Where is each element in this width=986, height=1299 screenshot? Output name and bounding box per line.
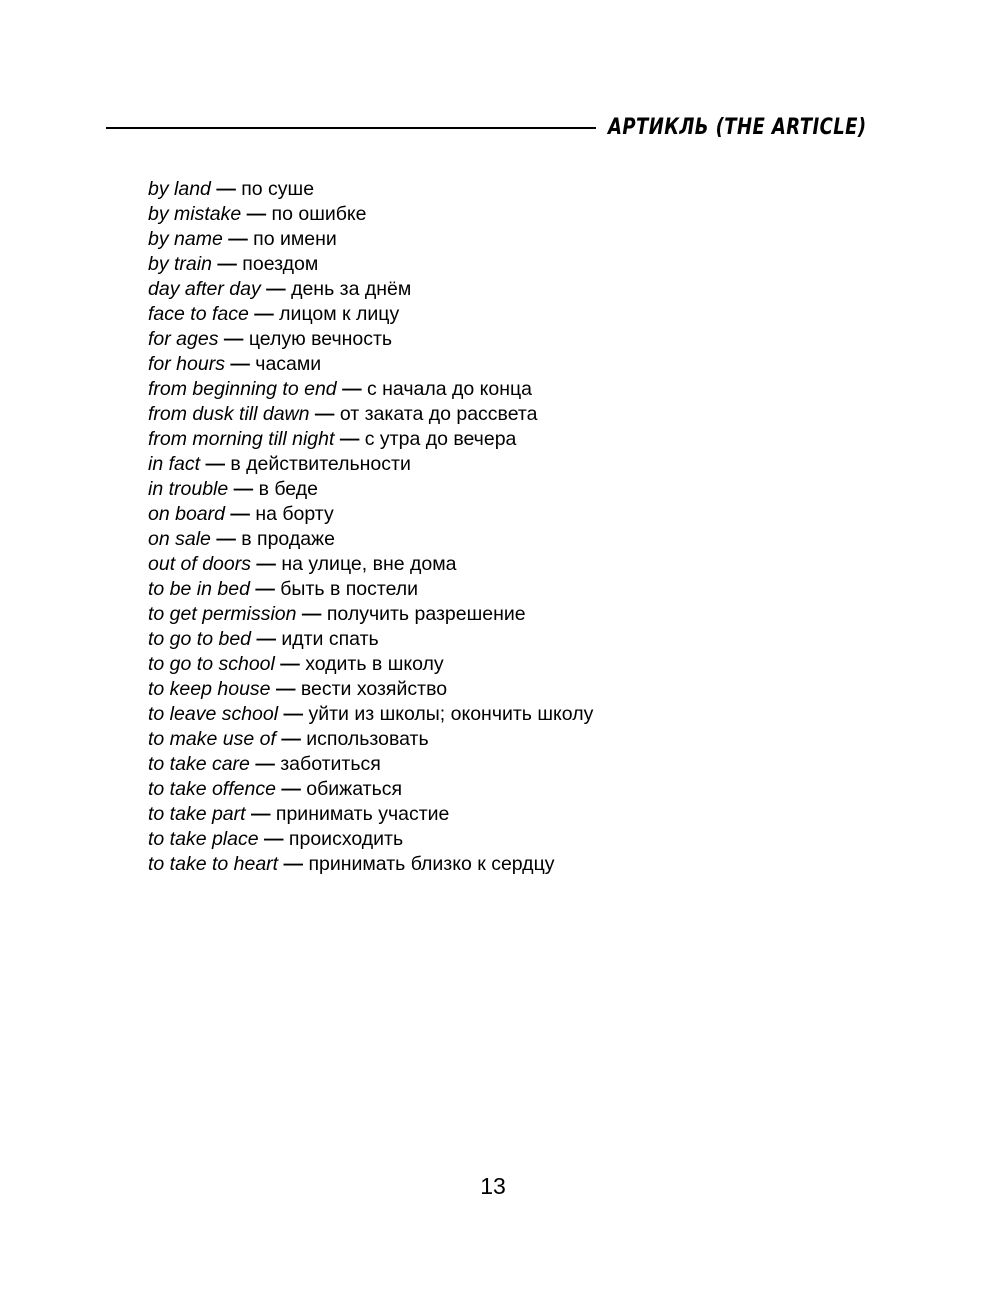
- phrase-translation: в действительности: [230, 453, 411, 475]
- dash: —: [223, 328, 244, 350]
- running-header-title: АРТИКЛЬ (THE ARTICLE): [608, 115, 867, 140]
- phrase-translation: по суше: [241, 178, 315, 200]
- phrase-translation: быть в постели: [280, 578, 419, 600]
- phrase-translation: идти спать: [281, 628, 379, 650]
- phrase-english: from morning till night: [148, 428, 335, 450]
- phrase-english: by land: [148, 178, 211, 200]
- phrase-english: to get permission: [148, 603, 297, 625]
- header-rule: [106, 127, 596, 129]
- phrase-entry: [148, 727, 593, 752]
- phrase-english: by mistake: [148, 203, 242, 225]
- phrase-entry: [148, 177, 593, 202]
- dash: —: [339, 428, 360, 450]
- dash: —: [281, 778, 301, 800]
- phrase-entry: [148, 327, 593, 352]
- phrase-entry: [148, 652, 593, 677]
- phrase-english: to make use of: [148, 728, 276, 750]
- phrase-english: to take to heart: [148, 853, 279, 875]
- phrase-translation: использовать: [306, 728, 429, 750]
- phrase-english: for hours: [148, 353, 225, 375]
- phrase-translation: принимать участие: [275, 803, 450, 825]
- phrase-english: to take place: [148, 828, 259, 850]
- dash: —: [275, 678, 296, 700]
- dash: —: [233, 478, 254, 500]
- phrase-translation: с утра до вечера: [364, 428, 517, 450]
- phrase-translation: часами: [255, 353, 322, 375]
- phrase-translation: на борту: [255, 503, 334, 525]
- dash: —: [205, 453, 225, 475]
- phrase-translation: происходить: [288, 828, 404, 850]
- phrase-english: in trouble: [148, 478, 229, 500]
- dash: —: [342, 378, 362, 400]
- dash: —: [283, 703, 304, 725]
- dash: —: [255, 578, 275, 600]
- dash: —: [283, 853, 304, 875]
- dash: —: [230, 353, 250, 375]
- phrase-translation: день за днём: [291, 278, 412, 300]
- phrase-entry: [148, 502, 593, 527]
- phrase-english: in fact: [148, 453, 201, 475]
- phrase-entry: [148, 802, 593, 827]
- phrase-english: on sale: [148, 528, 211, 550]
- dash: —: [217, 253, 237, 275]
- phrase-entry: [148, 577, 593, 602]
- phrase-entry: [148, 402, 593, 427]
- phrase-translation: по имени: [253, 228, 337, 250]
- dash: —: [216, 178, 236, 200]
- dash: —: [228, 228, 248, 250]
- phrase-entry: [148, 552, 593, 577]
- dash: —: [230, 503, 250, 525]
- phrase-english: out of doors: [148, 553, 251, 575]
- phrase-entry: [148, 252, 593, 277]
- phrase-translation: ходить в школу: [305, 653, 444, 675]
- phrase-translation: в беде: [258, 478, 318, 500]
- phrase-entry: [148, 852, 593, 877]
- dash: —: [256, 628, 276, 650]
- phrase-translation: поездом: [242, 253, 319, 275]
- phrase-entry: [148, 227, 593, 252]
- dash: —: [281, 728, 301, 750]
- dash: —: [246, 203, 267, 225]
- phrase-entry: [148, 452, 593, 477]
- phrase-translation: принимать близко к сердцу: [308, 853, 555, 875]
- phrase-translation: в продаже: [241, 528, 335, 550]
- phrase-english: for ages: [148, 328, 219, 350]
- phrase-translation: с начала до конца: [366, 378, 533, 400]
- phrase-english: on board: [148, 503, 225, 525]
- phrase-entry: [148, 277, 593, 302]
- phrase-translation: заботиться: [280, 753, 381, 775]
- dash: —: [256, 553, 276, 575]
- dash: —: [264, 828, 284, 850]
- phrase-translation: получить разрешение: [326, 603, 526, 625]
- phrase-translation: по ошибке: [271, 203, 367, 225]
- phrase-entry: [148, 677, 593, 702]
- phrase-english: to keep house: [148, 678, 271, 700]
- phrase-translation: от заката до рассвета: [339, 403, 538, 425]
- phrase-english: from beginning to end: [148, 378, 337, 400]
- phrase-translation: на улице, вне дома: [281, 553, 457, 575]
- phrase-english: from dusk till dawn: [148, 403, 310, 425]
- dash: —: [216, 528, 236, 550]
- phrase-entry: [148, 302, 593, 327]
- phrase-entry: [148, 202, 593, 227]
- phrase-english: to go to bed: [148, 628, 252, 650]
- phrase-entry: [148, 702, 593, 727]
- phrase-english: by name: [148, 228, 223, 250]
- phrase-english: to leave school: [148, 703, 279, 725]
- page-number: 13: [480, 1173, 506, 1199]
- dash: —: [255, 753, 275, 775]
- phrase-translation: лицом к лицу: [279, 303, 400, 325]
- phrase-translation: целую вечность: [248, 328, 393, 350]
- phrase-entry: [148, 527, 593, 552]
- phrase-entry: [148, 377, 593, 402]
- phrase-english: face to face: [148, 303, 249, 325]
- phrase-translation: обижаться: [306, 778, 403, 800]
- phrase-english: by train: [148, 253, 212, 275]
- dash: —: [280, 653, 300, 675]
- phrase-entry: [148, 427, 593, 452]
- phrase-entry: [148, 602, 593, 627]
- phrase-translation: уйти из школы; окончить школу: [308, 703, 594, 725]
- phrase-english: to take part: [148, 803, 246, 825]
- phrase-english: to take care: [148, 753, 250, 775]
- dash: —: [254, 303, 274, 325]
- phrase-entry: [148, 752, 593, 777]
- phrase-entry: [148, 477, 593, 502]
- phrase-entry: [148, 627, 593, 652]
- phrase-english: to go to school: [148, 653, 275, 675]
- phrase-entry: [148, 827, 593, 852]
- phrase-english: to be in bed: [148, 578, 250, 600]
- phrase-entry: [148, 352, 593, 377]
- phrase-entry: [148, 777, 593, 802]
- phrase-english: to take offence: [148, 778, 276, 800]
- dash: —: [301, 603, 322, 625]
- dash: —: [250, 803, 271, 825]
- phrase-english: day after day: [148, 278, 261, 300]
- dash: —: [314, 403, 335, 425]
- phrase-list: [148, 177, 593, 877]
- dash: —: [266, 278, 286, 300]
- phrase-translation: вести хозяйство: [300, 678, 448, 700]
